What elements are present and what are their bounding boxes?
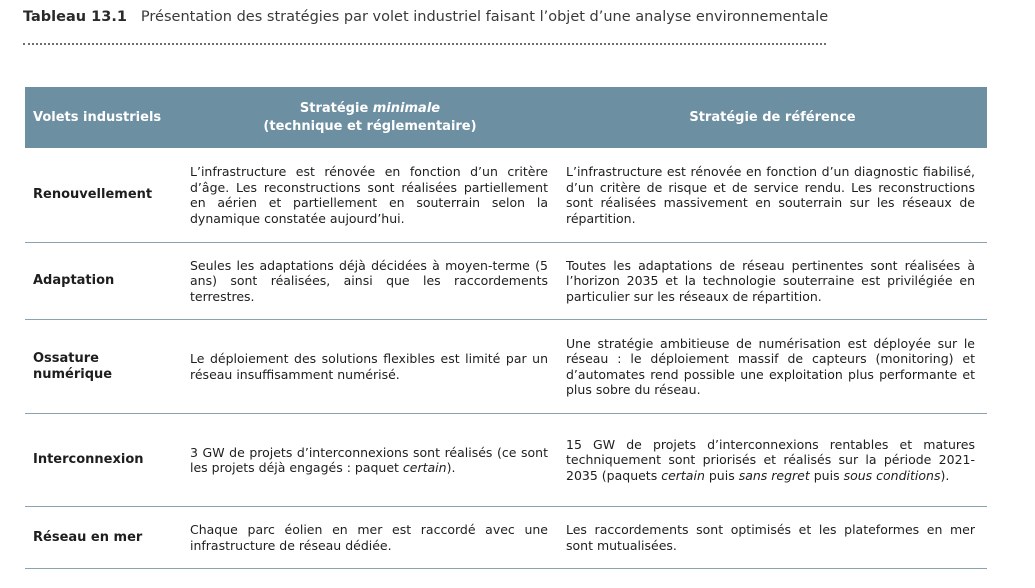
table-header: [25, 87, 987, 148]
cell-text: 15 GW de projets d’interconnexions rentables et matures techniquement sont priorisés et réalisés sur la période 2021-2035 (paquets: [566, 436, 975, 483]
header-minimale-emph: minimale: [372, 100, 441, 116]
cell-emph: sans regret: [738, 467, 810, 483]
row-label-line2: numérique: [33, 366, 113, 382]
cell-text: 3 GW de projets d’interconnexions sont réalisés (ce sont les projets déjà engagés : paquet: [190, 444, 548, 475]
cell-minimale: L’infrastructure est rénovée en fonction d’un critère d’âge. Les reconstructions sont réalisées partiellement en aérien et partiellement en souterrain selon la dynamique constatée aujourd’hui.: [182, 148, 558, 243]
row-label: Adaptation: [25, 243, 182, 320]
table-row: [25, 507, 987, 569]
cell-reference: Les raccordements sont optimisés et les plateformes en mer sont mutualisées.: [558, 507, 987, 569]
cell-text: puis: [813, 467, 840, 483]
cell-text: puis: [708, 467, 735, 483]
header-strategie-minimale: [182, 87, 558, 148]
cell-emph: certain: [402, 460, 447, 475]
header-minimale-prefix: Stratégie: [299, 100, 369, 116]
cell-minimale: [182, 414, 558, 507]
row-label: Renouvellement: [25, 148, 182, 243]
cell-minimale: Seules les adaptations déjà décidées à moyen-terme (5 ans) sont réalisées, ainsi que les raccordements terrestres.: [182, 243, 558, 320]
cell-text: ).: [446, 460, 456, 475]
cell-text: ).: [940, 467, 950, 483]
row-label: Interconnexion: [25, 414, 182, 507]
table-title: Présentation des stratégies par volet industriel faisant l’objet d’une analyse environnementale: [140, 9, 829, 25]
cell-reference: Une stratégie ambitieuse de numérisation est déployée sur le réseau : le déploiement massif de capteurs (monitoring) et d’automates rend possible une exploitation plus performante et plus sobre du réseau.: [558, 320, 987, 414]
table-row: [25, 414, 987, 507]
cell-minimale: Chaque parc éolien en mer est raccordé avec une infrastructure de réseau dédiée.: [182, 507, 558, 569]
table-row: [25, 148, 987, 243]
strategy-table: [25, 87, 987, 569]
cell-emph: sous conditions: [843, 467, 941, 483]
cell-reference: [558, 414, 987, 507]
cell-minimale: Le déploiement des solutions flexibles est limité par un réseau insuffisamment numérisé.: [182, 320, 558, 414]
table-number: Tableau 13.1: [23, 9, 127, 25]
header-minimale-line2: (technique et réglementaire): [263, 118, 477, 134]
dotted-separator: [23, 43, 826, 45]
header-strategie-reference: Stratégie de référence: [558, 87, 987, 148]
cell-reference: Toutes les adaptations de réseau pertinentes sont réalisées à l’horizon 2035 et la technologie souterraine est privilégiée en particulier sur les réseaux de répartition.: [558, 243, 987, 320]
cell-emph: certain: [661, 467, 705, 483]
header-volets: Volets industriels: [25, 87, 182, 148]
table-row: [25, 243, 987, 320]
table-caption: [23, 9, 828, 25]
row-label: [25, 320, 182, 414]
table-row: [25, 320, 987, 414]
row-label-line1: Ossature: [33, 350, 99, 366]
cell-reference: L’infrastructure est rénovée en fonction d’un diagnostic fiabilisé, d’un critère de risque et de service rendu. Les reconstructions sont réalisées massivement en souterrain sur les réseaux de répartition.: [558, 148, 987, 243]
row-label: Réseau en mer: [25, 507, 182, 569]
